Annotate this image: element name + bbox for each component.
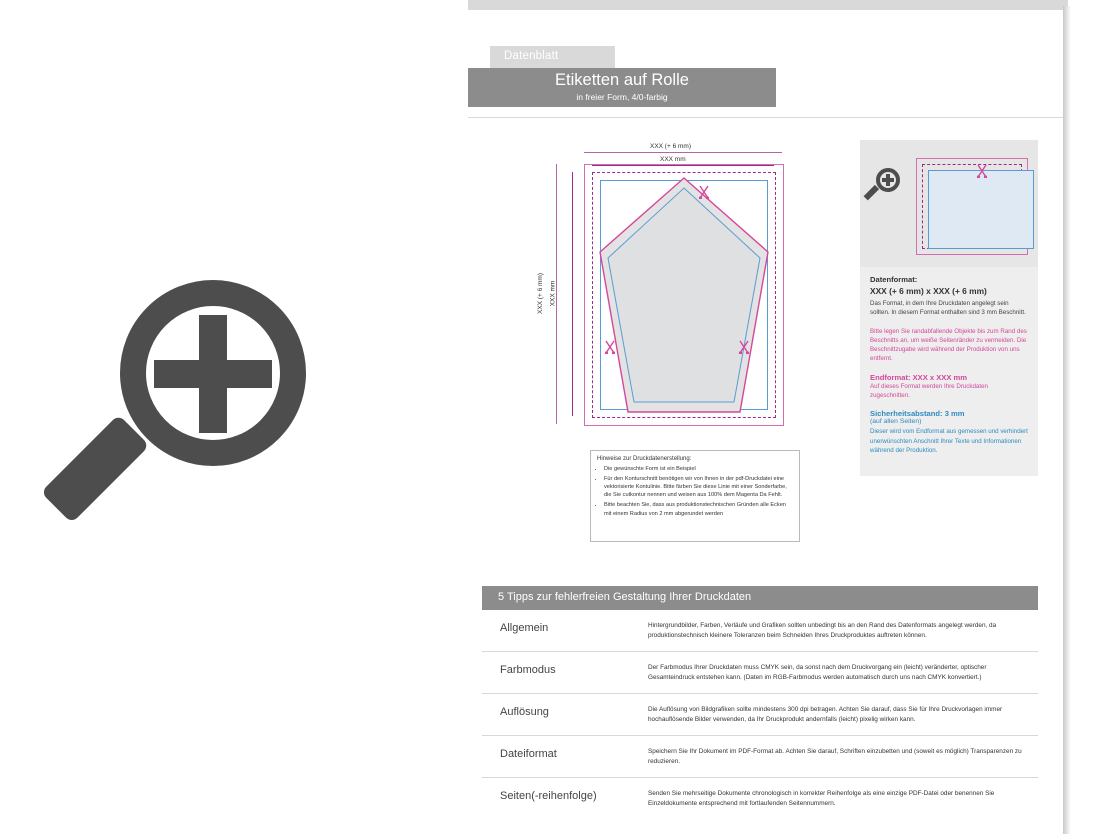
datenformat-description: Das Format, in dem Ihre Druckdaten angelegt sein sollten. In diesem Format enthalten sind 3 mm Beschnitt. [870, 300, 1026, 317]
cut-marker-icon [976, 164, 988, 178]
tips-row-value: Senden Sie mehrseitige Dokumente chronologisch in korrekter Reihenfolge als eine einzige PDF-Datei oder benennen Sie Einzeldokumente entsprechend mit fortlaufenden Seitennummern. [648, 790, 995, 808]
preview-safety-box [928, 170, 1034, 249]
safety-sublabel: (auf allen Seiten) [870, 418, 922, 426]
datenblatt-tab-label: Datenblatt [504, 50, 559, 62]
dim-top-trim-label: XXX mm [660, 156, 686, 163]
magnifier-handle [41, 414, 150, 523]
safety-label: Sicherheitsabstand: 3 mm [870, 409, 965, 419]
table-row [482, 652, 1038, 694]
magnifier-small-icon[interactable] [874, 168, 908, 206]
table-row [482, 736, 1038, 778]
tips-row-value: Die Auflösung von Bildgrafiken sollte mindestens 300 dpi betragen. Achten Sie darauf, dass Sie für Ihre Druckvorlagen immer hochauflösende Bilder verwenden, da Ihr Druckprodukt andernfalls (leicht) pixelig wirken kann. [648, 706, 1003, 724]
tips-row-value: Der Farbmodus Ihrer Druckdaten muss CMYK sein, da sonst nach dem Druckvorgang ein (leicht) veränderter, optischer Gesamteindruck entstehen kann. (Daten im RGB-Farbmodus werden automatisch durch uns nach CMYK konvertiert.) [648, 664, 987, 682]
magnifier-small-handle [864, 185, 880, 201]
tips-row-value: Hintergrundbilder, Farben, Verläufe und Grafiken sollten unbedingt bis an den Rand des Datenformats angelegt werden, da produktionstechnisch kleinere Toleranzen beim Schneiden Ihres Druckproduktes auftreten können. [648, 622, 997, 640]
header-divider [468, 117, 1068, 118]
datenblatt-tab [490, 46, 615, 68]
tips-row-key: Auflösung [500, 706, 549, 718]
dim-line-left-trim [572, 172, 573, 416]
cut-marker-icon [698, 185, 710, 199]
datasheet-page [468, 0, 1068, 838]
drawing-note-item: • Die gewünschte Form ist ein Beispiel [604, 465, 793, 473]
plus-icon-vertical [199, 315, 227, 433]
page-left-margin [468, 10, 482, 838]
tips-row-key: Seiten(-reihenfolge) [500, 790, 597, 802]
tips-row-key: Dateiformat [500, 748, 557, 760]
cut-marker-icon [738, 340, 750, 354]
drawing-note-item: • Bitte beachten Sie, dass aus produktionstechnischen Gründen alle Ecken mit einem Radius von 2 mm abgerundet werden [604, 501, 793, 517]
drawing-note-item: • Für den Konturschnitt benötigen wir von Ihnen in der pdf-Druckdatei eine vektorisierte Kontulinie. Bitte färben Sie diese Linie mit einer Sonderfarbe, die Sie cutkontur nennen und weisen aus 100% dem Magenta Da Fehlt. [604, 475, 793, 499]
magnifier-small-plus-v [886, 174, 890, 186]
cut-marker-icon [604, 340, 616, 354]
tips-heading: 5 Tipps zur fehlerfreien Gestaltung Ihrer Druckdaten [482, 586, 1038, 610]
endformat-label: Endformat: XXX x XXX mm [870, 372, 968, 382]
tips-row-key: Farbmodus [500, 664, 556, 676]
magnifier-zoom-icon[interactable] [100, 280, 315, 540]
tips-row-value: Speichern Sie Ihr Dokument im PDF-Format ab. Achten Sie darauf, Schriften einzubetten und (soweit es möglich) Transparenzen zu reduzieren. [648, 748, 1022, 766]
drawing-note-list [597, 465, 793, 518]
table-row [482, 610, 1038, 652]
page-edge-shadow [1063, 6, 1071, 834]
bleed-description: Bitte legen Sie randabfallende Objekte bis zum Rand des Beschnitts an, um weiße Seitenränder zu vermeiden. Die Beschnittzugabe wird während der Produktion von uns entfernt. [870, 327, 1027, 363]
dim-left-trim-label: XXX mm [549, 280, 557, 307]
endformat-description: Auf dieses Format werden Ihre Druckdaten zugeschnitten. [870, 382, 988, 400]
page-title-bar [468, 68, 776, 107]
preview-panel [0, 0, 468, 838]
technical-drawing [537, 140, 888, 440]
dim-top-bleed-label: XXX (+ 6 mm) [650, 143, 691, 150]
format-info-panel [860, 140, 1038, 476]
format-detail-preview [860, 140, 1038, 267]
dim-line-top-bleed [584, 152, 782, 153]
table-row [482, 694, 1038, 736]
datenformat-value: XXX (+ 6 mm) x XXX (+ 6 mm) [870, 286, 987, 296]
page-subtitle: in freier Form, 4/0-farbig [576, 92, 668, 102]
drawing-note-box [590, 450, 800, 542]
drawing-note-title: Hinweise zur Druckdatenerstellung: [597, 456, 692, 462]
tips-table [482, 586, 1038, 819]
page-title: Etiketten auf Rolle [555, 71, 689, 89]
format-info-text [860, 267, 1038, 476]
page-top-band [468, 0, 1068, 10]
dim-left-bleed-label: XXX (+ 6 mm) [537, 273, 544, 314]
die-cut-shape [594, 170, 774, 420]
dim-line-left-bleed [556, 164, 557, 424]
tips-row-key: Allgemein [500, 622, 549, 634]
safety-description: Dieser wird vom Endformat aus gemessen und verhindert unerwünschten Anschnitt Ihrer Texte und Informationen während der Produktion. [870, 428, 1028, 454]
table-row [482, 778, 1038, 819]
datenformat-label: Datenformat: [870, 275, 918, 284]
